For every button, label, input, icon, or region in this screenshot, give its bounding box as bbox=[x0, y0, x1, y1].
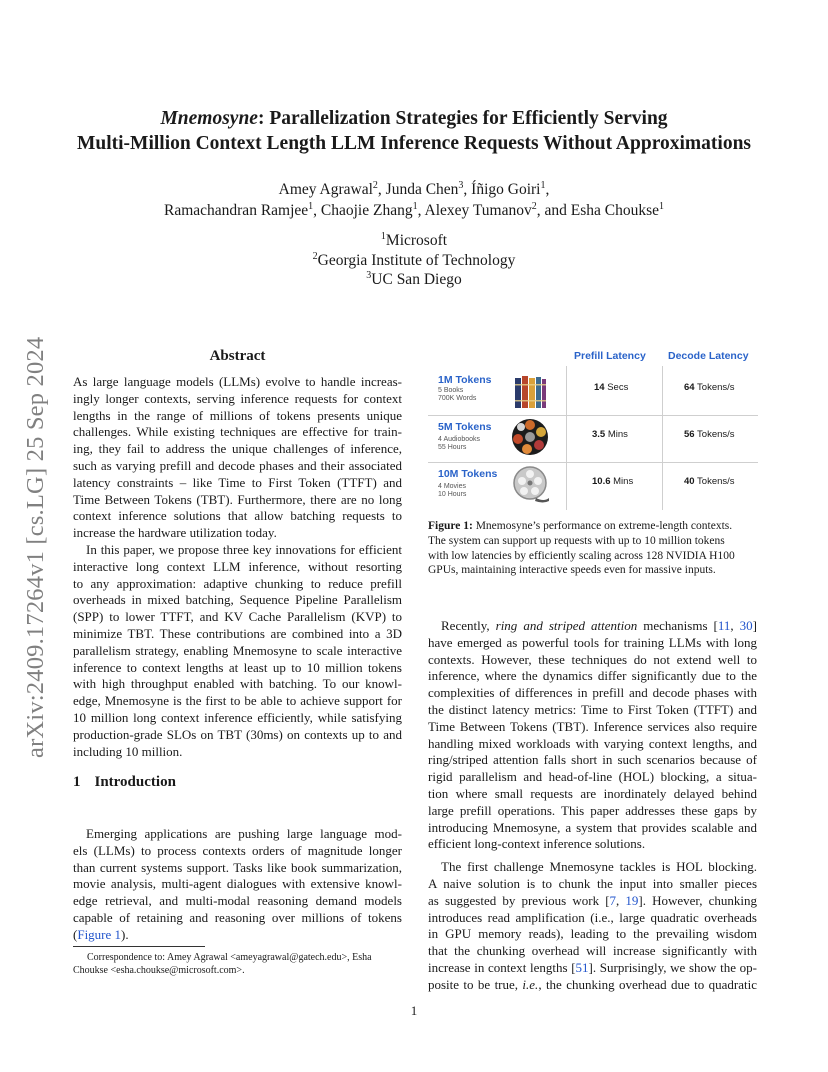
page-number: 1 bbox=[410, 1003, 418, 1018]
text-line: that the chunking overhead will increase significantly with bbox=[428, 943, 757, 959]
right-column-body bbox=[428, 618, 757, 994]
text-line: such as varying prefill and decode phases and their associated bbox=[73, 457, 402, 473]
author: Chaojie Zhang$^1$ bbox=[320, 200, 418, 219]
text-line: as suggested by previous work [7, 19]. However, chunking bbox=[428, 892, 757, 908]
text-line: latency constraints – like Time to First Token (TTFT) and bbox=[73, 474, 402, 490]
text-line: increase in context lengths [51]. Surprisingly, we show the op- bbox=[428, 959, 757, 975]
author: Junda Chen$^3$ bbox=[385, 179, 464, 198]
section-heading-introduction: 1 Introduction bbox=[73, 774, 176, 790]
prefill-latency-5m: 3.5 Mins bbox=[592, 429, 628, 440]
paper-title: Mnemosyne: Parallelization Strategies for Efficiently Serving Multi-Million Context Length LLM Inference Requests Without Approximations bbox=[76, 108, 752, 154]
abstract-paragraph bbox=[73, 374, 402, 542]
arxiv-stamp-text: arXiv:2409.17264v1 [cs.LG] 25 Sep 2024 bbox=[22, 336, 49, 758]
text-line: In this paper, we propose three key innovations for efficient bbox=[86, 541, 402, 557]
text-line: edge retrieval, and multi-modal reasoning demand models bbox=[73, 893, 402, 909]
author: Esha Choukse$^1$ bbox=[570, 200, 664, 219]
text-line: posite to be true, i.e., the chunking overhead due to quadratic bbox=[428, 976, 757, 992]
correspondence-footnote: Correspondence to: Amey Agrawal <ameyagrawal@gatech.edu>, Esha Choukse <esha.choukse@microsoft.com>. bbox=[73, 952, 372, 976]
text-line: ring/striped attention falls short in such scenarios because of bbox=[428, 752, 757, 768]
decode-latency-10m: 40 Tokens/s bbox=[684, 476, 735, 487]
figure-1 bbox=[428, 346, 758, 511]
text-line: interactive long context LLM inference, without resorting bbox=[73, 558, 402, 574]
text-line: rigid parallelism and head-of-line (HOL) blocking, a situa- bbox=[428, 769, 757, 785]
affiliation-list bbox=[60, 231, 768, 290]
introduction-last-line: (Figure 1). bbox=[73, 926, 129, 942]
column-header-decode: Decode Latency bbox=[668, 350, 749, 362]
right-paragraph-1 bbox=[428, 635, 757, 853]
prefill-latency-1m: 14 Secs bbox=[594, 382, 629, 393]
text-line: handling mixed workloads with varying context lengths, and bbox=[428, 735, 757, 751]
abstract-body bbox=[73, 374, 402, 760]
text-line: have emerged as powerful tools for training LLMs with long bbox=[428, 634, 757, 650]
column-header-prefill: Prefill Latency bbox=[574, 350, 646, 362]
right-paragraph-2-cont bbox=[428, 910, 757, 960]
text-line: els (LLMs) to process contexts orders of magnitude longer bbox=[73, 842, 402, 858]
text-line: the distinct latency metrics: Time to First Token (TTFT) and bbox=[428, 701, 757, 717]
text-line: context inference solutions that allow batching requests to bbox=[73, 508, 402, 524]
text-line: The first challenge Mnemosyne tackles is HOL blocking. bbox=[441, 859, 757, 875]
abstract-paragraph bbox=[73, 542, 402, 760]
text-line: overheads in mixed batching, Sequence Pipeline Parallelism bbox=[73, 592, 402, 608]
text-line: large prefill operations. This paper addresses these gaps by bbox=[428, 802, 757, 818]
author: Alexey Tumanov$^2$ bbox=[424, 200, 537, 219]
figure-row-10m: 10M Tokens 4 Movies 10 Hours 10.6 Mins 40 Tokens/s bbox=[428, 464, 758, 510]
text-line: to any approximation: adaptive chunking to reduce prefill bbox=[73, 575, 402, 591]
text-line: capable of retaining and reasoning over millions of tokens bbox=[73, 909, 402, 925]
text-line: complexities of differences in prefill and decode phases with bbox=[428, 685, 757, 701]
text-line: production-grade SLOs on TBT (30ms) on contexts up to and bbox=[73, 726, 402, 742]
title-system-name: Mnemosyne bbox=[160, 108, 258, 129]
decode-latency-5m: 56 Tokens/s bbox=[684, 429, 735, 440]
author: Amey Agrawal$^2$ bbox=[278, 179, 378, 198]
text-line: As large language models (LLMs) evolve to handle increas- bbox=[73, 374, 402, 389]
affiliation: $^1$Microsoft bbox=[380, 230, 448, 249]
footnote-rule bbox=[73, 946, 205, 947]
citation-link[interactable]: 19 bbox=[625, 892, 639, 908]
text-line: ingly longer contexts, serving inference requests for context bbox=[73, 390, 402, 406]
affiliation: $^3$UC San Diego bbox=[366, 269, 462, 288]
affiliation: $^2$Georgia Institute of Technology bbox=[312, 250, 516, 269]
text-line: with high throughput enabled with batching. To our knowl- bbox=[73, 676, 402, 692]
arxiv-identifier-stamp bbox=[22, 286, 48, 758]
text-line: Recently, ring and striped attention mechanisms [11, 30] bbox=[441, 618, 758, 633]
text-line: A naive solution is to chunk the input into smaller pieces bbox=[428, 875, 757, 891]
audio-discs-icon bbox=[510, 417, 550, 457]
figure-row-1m: 1M Tokens 5 Books 700K Words 14 Secs 64 Tokens/s bbox=[428, 370, 758, 416]
figure-row-5m: 5M Tokens 4 Audiobooks 55 Hours 3.5 Mins 56 Tokens/s bbox=[428, 417, 758, 463]
citation-link[interactable]: 51 bbox=[575, 959, 589, 975]
text-line: parallelism strategy, enabling Mnemosyne to scale interactive bbox=[73, 642, 402, 658]
text-line: contexts. However, these techniques do not extend well to bbox=[428, 651, 757, 667]
figure-1-caption: Figure 1: Mnemosyne’s performance on extreme-length contexts. The system can support up requests with up to 10 million tokens with low latencies by efficiently scaling across 128 NVIDIA H100 GPUs, maintaining interactive speeds even for massive inputs. bbox=[428, 520, 735, 577]
text-line: inference, where the dynamics differ significantly due to the bbox=[428, 668, 757, 684]
text-line: introduces read amplification (i.e., large quadratic overheads bbox=[428, 909, 757, 925]
right-paragraph-2 bbox=[428, 859, 757, 893]
text-line: than current systems support. Tasks like book summarization, bbox=[73, 859, 402, 875]
introduction-paragraph bbox=[73, 826, 402, 927]
prefill-latency-10m: 10.6 Mins bbox=[592, 476, 634, 487]
film-reel-icon bbox=[510, 464, 550, 504]
author: Ramachandran Ramjee$^1$ bbox=[163, 200, 314, 219]
text-line: efficient long-context inference solutions. bbox=[428, 836, 646, 852]
citation-link[interactable]: 30 bbox=[739, 618, 753, 633]
text-line: tion where small requests are inordinately delayed behind bbox=[428, 785, 757, 801]
text-line: (SPP) to lower TTFT, and KV Cache Parallelism (KVP) to bbox=[73, 609, 402, 625]
text-line: Time Between Tokens (TBT). Furthermore, there are no long bbox=[73, 491, 402, 507]
text-line: Time Between Tokens (TBT). Inference services also require bbox=[428, 718, 757, 734]
text-line: lengths in the range of millions of tokens presents unique bbox=[73, 407, 402, 423]
text-line: increase the hardware utilization today. bbox=[73, 525, 277, 541]
text-line: minimize TBT. These contributions are combined into a 3D bbox=[73, 625, 402, 641]
figure-1-link[interactable]: Figure 1 bbox=[77, 926, 122, 942]
text-line: ing, they fail to address the unique challenges of inference, bbox=[73, 441, 402, 457]
text-line: Emerging applications are pushing large language mod- bbox=[86, 826, 402, 841]
text-line: movie analysis, multi-agent dialogues with extensive knowl- bbox=[73, 876, 402, 892]
author-list: Amey Agrawal$^2$, Junda Chen$^3$, Íñigo Goiri$^1$, Ramachandran Ramjee$^1$, Chaojie Zhang$^1$, Alexey Tumanov$^2$, and Esha Choukse$^1$ bbox=[163, 179, 664, 219]
text-line: challenges. While existing techniques are effective for train- bbox=[73, 424, 402, 440]
books-icon bbox=[510, 372, 550, 412]
text-line: in GPU memory reads), leading to the prevailing wisdom bbox=[428, 926, 757, 942]
citation-link[interactable]: 7 bbox=[609, 892, 617, 908]
text-line: edge, Mnemosyne is the first to be able to achieve support for bbox=[73, 693, 402, 709]
decode-latency-1m: 64 Tokens/s bbox=[684, 382, 735, 393]
text-line: 10 million long context inference efficiently, while satisfying bbox=[73, 709, 402, 725]
citation-link[interactable]: 11 bbox=[717, 618, 731, 633]
text-line: introducing Mnemosyne, a system that provides scalable and bbox=[428, 819, 757, 835]
text-line: including 10 million. bbox=[73, 743, 183, 759]
text-line: inference to context lengths at least up to 10 million tokens bbox=[73, 659, 402, 675]
author: Íñigo Goiri$^1$ bbox=[471, 179, 546, 198]
abstract-heading: Abstract bbox=[209, 348, 266, 364]
introduction-body bbox=[73, 826, 402, 944]
